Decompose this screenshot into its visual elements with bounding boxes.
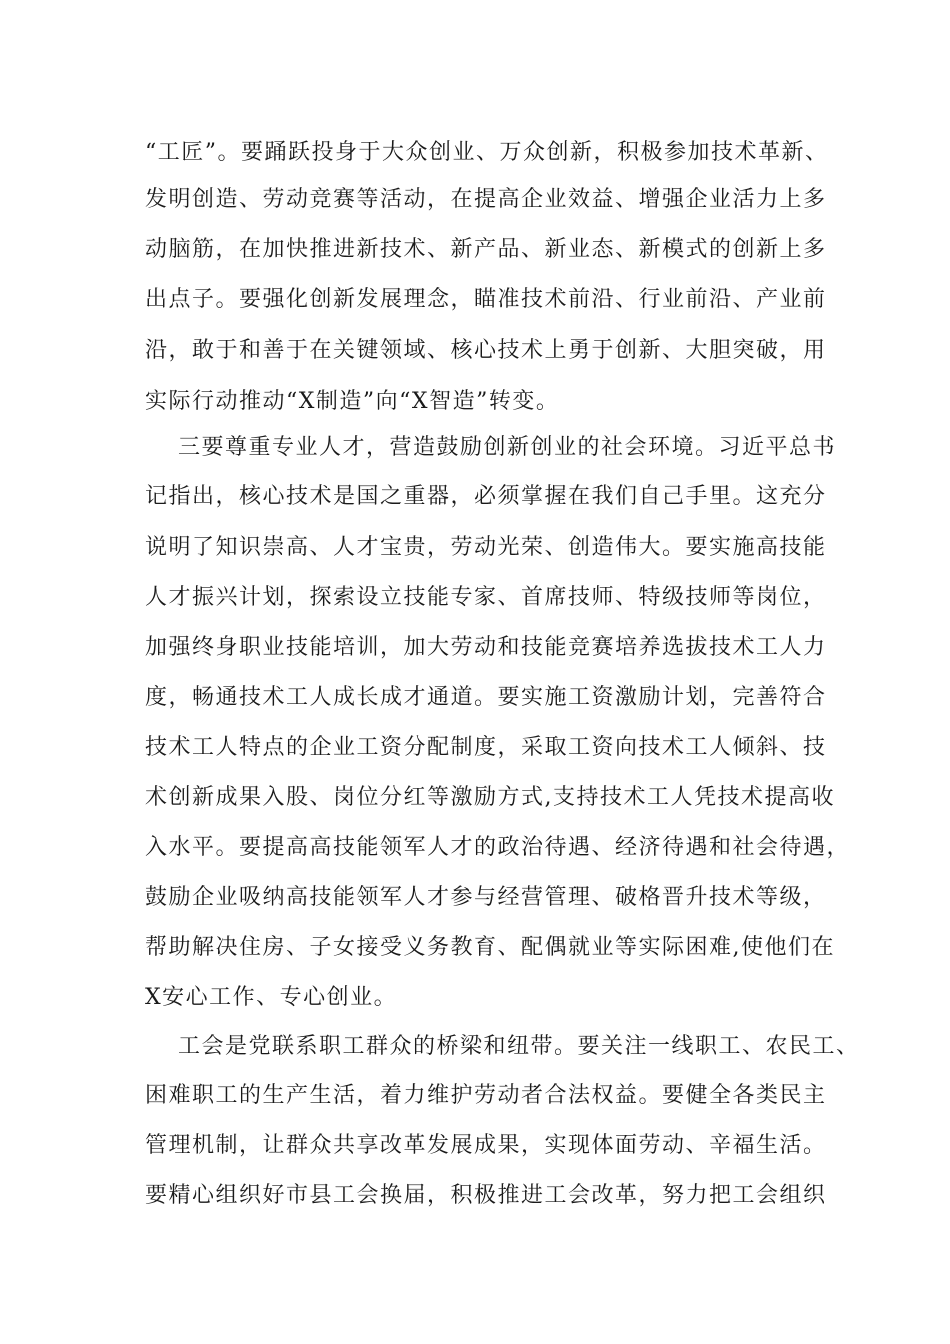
text-line: 发明创造、劳动竞赛等活动，在提高企业效益、增强企业活力上多 <box>145 187 827 212</box>
text-line: 度，畅通技术工人成长成才通道。要实施工资激励计划，完善符合 <box>145 685 827 710</box>
text-line: 沿，敢于和善于在关键领域、核心技术上勇于创新、大胆突破，用 <box>145 338 827 363</box>
text-line: 入水平。要提高高技能领军人才的政治待遇、经济待遇和社会待遇， <box>145 835 851 860</box>
text-line: 加强终身职业技能培训，加大劳动和技能竞赛培养选拔技术工人力 <box>145 635 827 660</box>
text-line: X安心工作、专心创业。 <box>145 985 398 1010</box>
text-line: 人才振兴计划，探索设立技能专家、首席技师、特级技师等岗位， <box>145 585 827 610</box>
paragraph-first-line: 三要尊重专业人才，营造鼓励创新创业的社会环境。习近平总书 <box>178 435 837 460</box>
text-line: 术创新成果入股、岗位分红等激励方式,支持技术工人凭技术提高收 <box>145 785 835 810</box>
paragraph-first-line: 工会是党联系职工群众的桥梁和纽带。要关注一线职工、农民工、 <box>178 1034 860 1059</box>
text-line: 要精心组织好市县工会换届，积极推进工会改革，努力把工会组织 <box>145 1183 827 1208</box>
text-line: 技术工人特点的企业工资分配制度，采取工资向技术工人倾斜、技 <box>145 735 827 760</box>
text-line: 帮助解决住房、子女接受义务教育、配偶就业等实际困难,使他们在 <box>145 935 835 960</box>
text-line: “工匠”。要踊跃投身于大众创业、万众创新，积极参加技术革新、 <box>145 140 829 165</box>
text-line: 管理机制，让群众共享改革发展成果，实现体面劳动、辛福生活。 <box>145 1133 827 1158</box>
text-line: 困难职工的生产生活，着力维护劳动者合法权益。要健全各类民主 <box>145 1083 827 1108</box>
text-line: 出点子。要强化创新发展理念，瞄准技术前沿、行业前沿、产业前 <box>145 287 827 312</box>
text-line: 动脑筋，在加快推进新技术、新产品、新业态、新模式的创新上多 <box>145 237 827 262</box>
text-line: 鼓励企业吸纳高技能领军人才参与经营管理、破格晋升技术等级， <box>145 885 827 910</box>
text-line: 记指出，核心技术是国之重器，必须掌握在我们自己手里。这充分 <box>145 484 827 509</box>
text-line: 实际行动推动“X制造”向“X智造”转变。 <box>145 389 560 414</box>
text-line: 说明了知识崇高、人才宝贵，劳动光荣、创造伟大。要实施高技能 <box>145 535 827 560</box>
